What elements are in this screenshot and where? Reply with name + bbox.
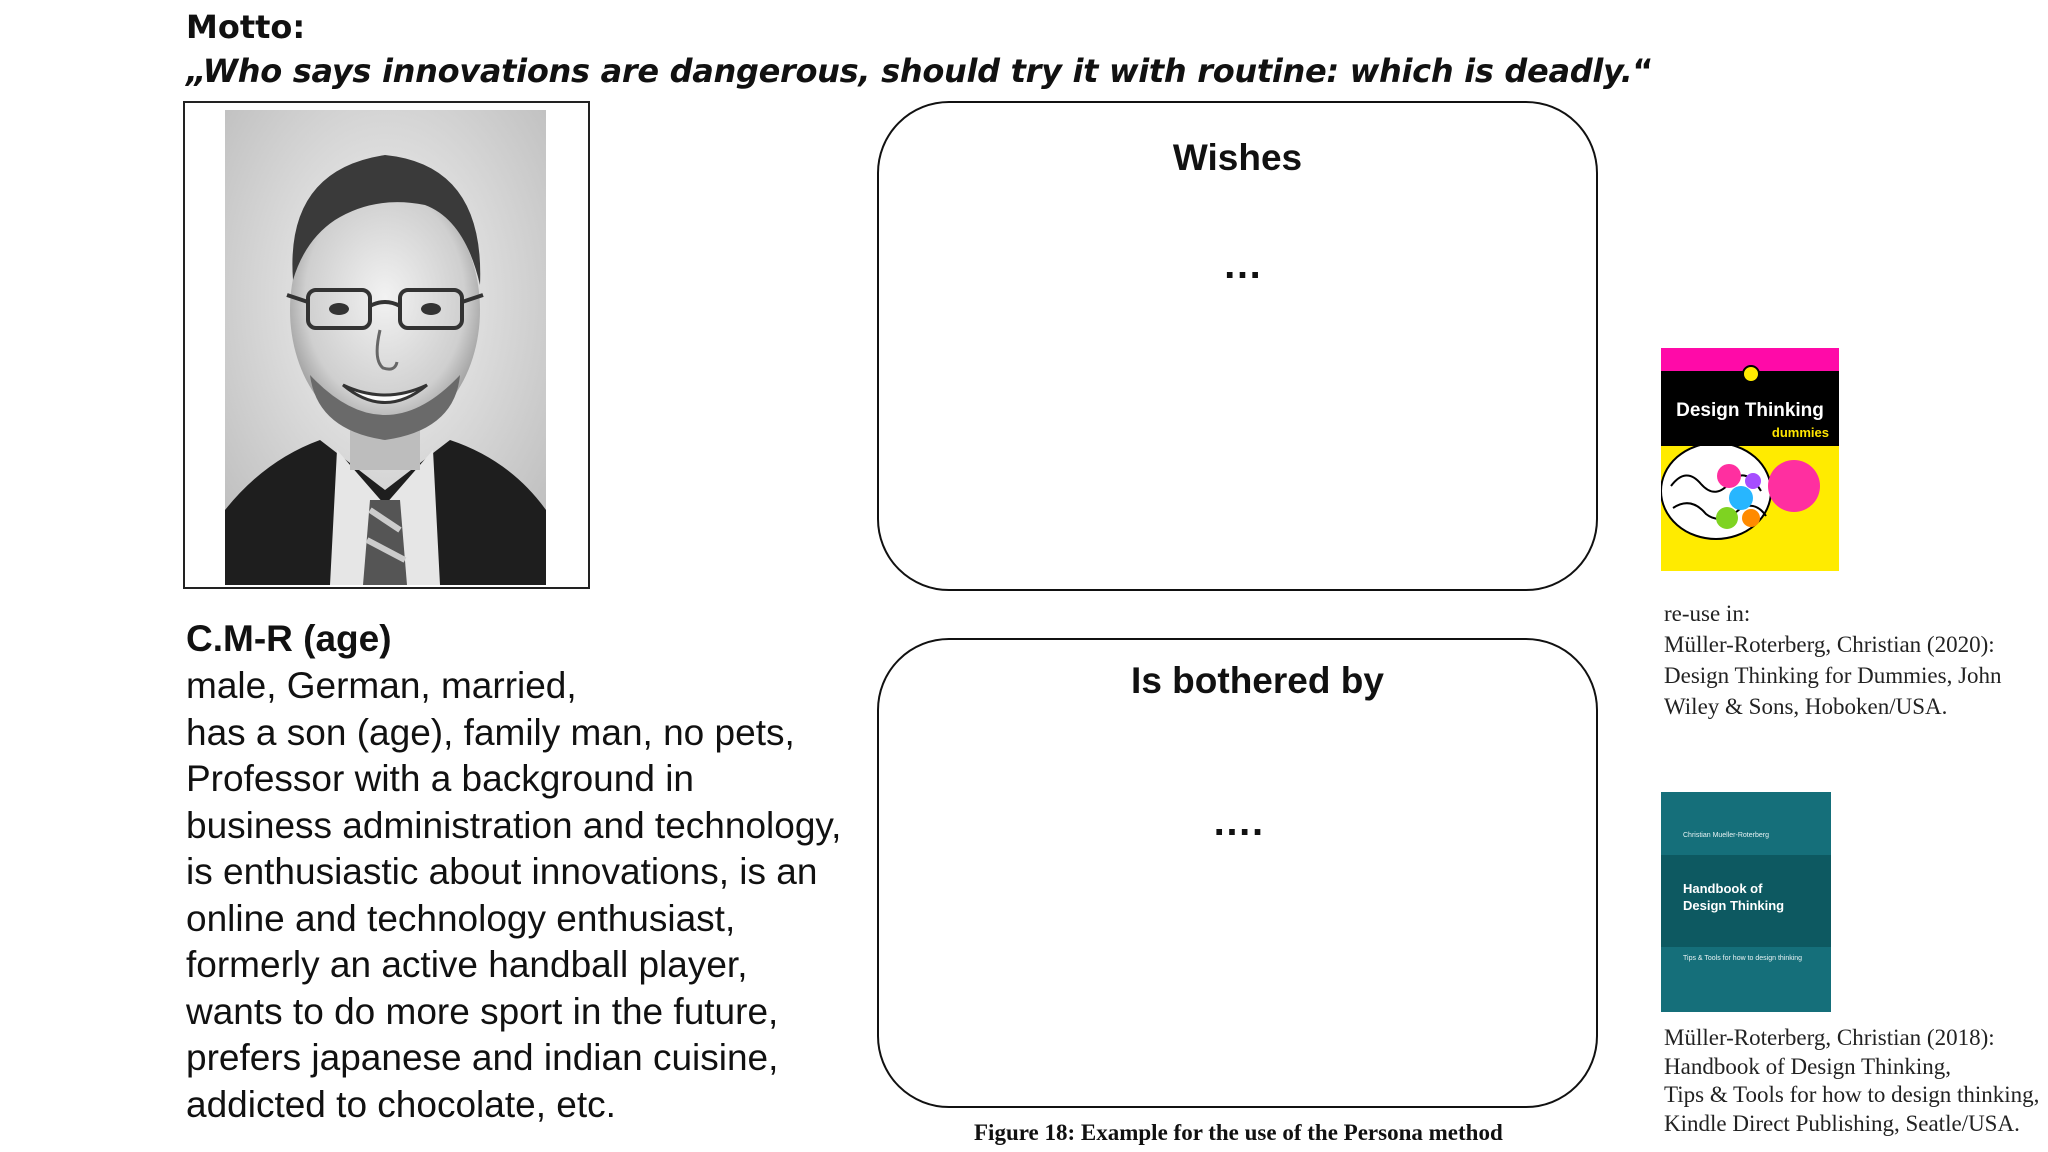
description-line: prefers japanese and indian cuisine,: [186, 1037, 779, 1078]
reference-line: re-use in:: [1664, 601, 1751, 626]
book-subtitle: Tips & Tools for how to design thinking: [1683, 955, 1803, 962]
wishes-content: …: [1222, 243, 1263, 287]
motto-label: Motto:: [186, 8, 306, 46]
description-line: male, German, married,: [186, 665, 577, 706]
reference-line: Handbook of Design Thinking,: [1664, 1053, 1952, 1079]
reference-line: Müller-Roterberg, Christian (2020):: [1664, 632, 1995, 657]
reference-line: Kindle Direct Publishing, Seatle/USA.: [1664, 1110, 2020, 1136]
reference-line: Müller-Roterberg, Christian (2018):: [1664, 1025, 1995, 1050]
reference-dummies: [1664, 598, 2002, 722]
description-line: is enthusiastic about innovations, is an: [186, 851, 818, 892]
description-line: formerly an active handball player,: [186, 944, 748, 985]
bothered-title: Is bothered by: [1131, 660, 1384, 701]
description-line: wants to do more sport in the future,: [186, 990, 779, 1032]
book-title: [1683, 880, 1784, 914]
bothered-content: ….: [1211, 800, 1264, 844]
description-line: has a son (age), family man, no pets,: [186, 711, 795, 753]
dummies-logo-icon: [1742, 365, 1760, 383]
book-cover-dummies: [1661, 348, 1839, 571]
quote-text: Who says innovations are dangerous, should try it with routine: which is deadly.: [202, 52, 1633, 90]
persona-description: [186, 663, 841, 1128]
bothered-box: [877, 638, 1598, 1108]
quote-open-mark: „: [186, 52, 203, 90]
book-title-line: Handbook of: [1683, 881, 1763, 896]
reference-handbook: [1664, 1024, 2039, 1138]
description-line: business administration and technology,: [186, 804, 842, 846]
reference-line: Wiley & Sons, Hoboken/USA.: [1664, 694, 1948, 719]
book-series: dummies: [1771, 425, 1829, 440]
cover-yellow-panel: [1661, 446, 1839, 571]
quote-close-mark: “: [1632, 52, 1654, 90]
book-author: Christian Mueller-Roterberg: [1683, 832, 1769, 839]
book-cover-handbook: [1661, 792, 1831, 1012]
book-title: Design Thinking: [1676, 400, 1824, 421]
persona-portrait: [183, 101, 590, 589]
portrait-photo: [225, 110, 546, 585]
book-title-line: Design Thinking: [1683, 898, 1785, 913]
reference-line: Design Thinking for Dummies, John: [1664, 663, 2002, 688]
figure-caption: Figure 18: Example for the use of the Persona method: [974, 1120, 1503, 1145]
description-line: addicted to chocolate, etc.: [186, 1083, 616, 1125]
persona-name: C.M-R (age): [186, 618, 392, 659]
brain-illustration-icon: [1661, 446, 1839, 571]
reference-line: Tips & Tools for how to design thinking,: [1664, 1082, 2040, 1107]
wishes-title: Wishes: [1172, 137, 1303, 178]
description-line: online and technology enthusiast,: [186, 897, 736, 939]
wishes-box: [877, 101, 1598, 591]
description-line: Professor with a background in: [186, 758, 694, 799]
motto-quote: [186, 52, 1653, 90]
